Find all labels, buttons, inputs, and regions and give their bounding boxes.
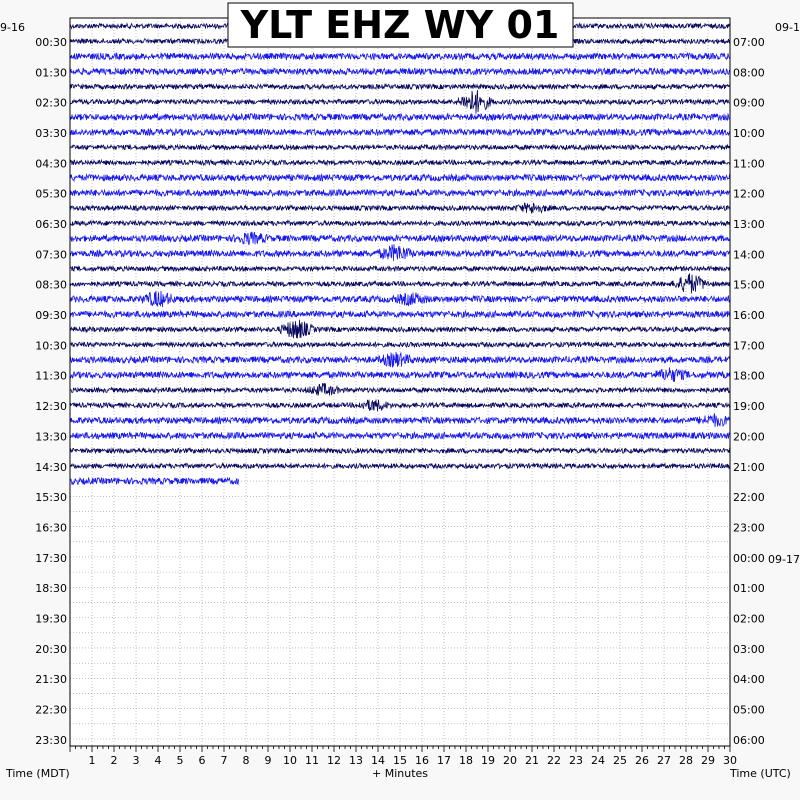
left-hour-label: 02:30 — [35, 96, 67, 110]
right-hour-label: 21:00 — [733, 460, 765, 474]
right-hour-label: 00:00 — [733, 551, 765, 565]
left-hour-label: 10:30 — [35, 339, 67, 353]
left-hour-label: 01:30 — [35, 66, 67, 80]
right-hour-label: 20:00 — [733, 430, 765, 444]
x-tick-label: 23 — [569, 754, 583, 767]
x-tick-label: 24 — [591, 754, 605, 767]
y-axis-label-right: Time (UTC) — [730, 767, 791, 780]
left-hour-label: 18:30 — [35, 582, 67, 596]
left-hour-label: 20:30 — [35, 642, 67, 656]
left-hour-label: 00:30 — [35, 36, 67, 49]
x-axis-label: + Minutes — [372, 767, 429, 780]
left-hour-label: 23:30 — [35, 733, 67, 747]
x-tick-label: 1 — [88, 754, 96, 767]
left-hour-label: 09:30 — [35, 309, 67, 323]
left-hour-label: 16:30 — [35, 521, 67, 535]
x-tick-label: 28 — [679, 754, 693, 767]
x-tick-labels — [89, 754, 738, 767]
right-hour-label: 07:00 — [733, 36, 765, 49]
x-tick-label: 18 — [459, 754, 473, 767]
x-tick-label: 25 — [613, 754, 627, 767]
right-hour-label: 15:00 — [733, 278, 765, 292]
x-tick-label: 6 — [198, 754, 206, 767]
date-mid-right-label: 09-17 — [768, 553, 800, 566]
right-hour-label: 18:00 — [733, 369, 765, 383]
left-hour-label: 08:30 — [35, 278, 67, 292]
left-hour-label: 07:30 — [35, 248, 67, 262]
right-hour-label: 05:00 — [733, 703, 765, 717]
x-tick-label: 29 — [701, 754, 715, 767]
x-tick-label: 13 — [349, 754, 363, 767]
right-hour-label: 22:00 — [733, 491, 765, 505]
x-tick-label: 2 — [110, 754, 118, 767]
left-hour-label: 14:30 — [35, 460, 67, 474]
left-hour-label: 03:30 — [35, 127, 67, 141]
right-hour-label: 12:00 — [733, 187, 765, 201]
x-tick-label: 11 — [305, 754, 319, 767]
right-hour-label: 01:00 — [733, 582, 765, 596]
date-right-label: 09-1 — [775, 21, 800, 34]
x-tick-label: 8 — [242, 754, 250, 767]
x-tick-label: 17 — [437, 754, 451, 767]
left-hour-label: 22:30 — [35, 703, 67, 717]
right-hour-labels — [733, 36, 765, 747]
x-tick-label: 12 — [327, 754, 341, 767]
right-hour-label: 09:00 — [733, 96, 765, 110]
right-hour-label: 10:00 — [733, 127, 765, 141]
x-tick-label: 9 — [264, 754, 272, 767]
x-tick-label: 27 — [657, 754, 671, 767]
right-hour-label: 19:00 — [733, 400, 765, 414]
x-tick-label: 14 — [371, 754, 385, 767]
left-hour-label: 13:30 — [35, 430, 67, 444]
left-hour-labels — [35, 36, 67, 747]
left-hour-label: 15:30 — [35, 491, 67, 505]
x-tick-label: 3 — [132, 754, 140, 767]
left-hour-label: 19:30 — [35, 612, 67, 626]
left-hour-label: 17:30 — [35, 551, 67, 565]
right-hour-label: 06:00 — [733, 733, 765, 747]
x-tick-label: 21 — [525, 754, 539, 767]
x-tick-label: 22 — [547, 754, 561, 767]
x-tick-label: 19 — [481, 754, 495, 767]
x-tick-label: 16 — [415, 754, 429, 767]
right-hour-label: 16:00 — [733, 309, 765, 323]
right-hour-label: 04:00 — [733, 673, 765, 687]
x-axis-ticks — [70, 746, 730, 752]
x-tick-label: 7 — [220, 754, 228, 767]
left-hour-label: 21:30 — [35, 673, 67, 687]
right-hour-label: 14:00 — [733, 248, 765, 262]
right-hour-label: 17:00 — [733, 339, 765, 353]
left-hour-label: 06:30 — [35, 218, 67, 232]
right-hour-label: 03:00 — [733, 642, 765, 656]
x-tick-label: 15 — [393, 754, 407, 767]
x-tick-label: 10 — [283, 754, 297, 767]
x-tick-label: 20 — [503, 754, 517, 767]
left-hour-label: 12:30 — [35, 400, 67, 414]
right-hour-label: 13:00 — [733, 218, 765, 232]
left-hour-label: 11:30 — [35, 369, 67, 383]
date-left-label: 9-16 — [0, 21, 25, 34]
y-axis-label-left: Time (MDT) — [6, 767, 70, 780]
left-hour-label: 05:30 — [35, 187, 67, 201]
right-hour-label: 08:00 — [733, 66, 765, 80]
chart-title: YLT EHZ WY 01 — [240, 3, 560, 47]
left-hour-label: 04:30 — [35, 157, 67, 171]
right-hour-label: 23:00 — [733, 521, 765, 535]
right-hour-label: 11:00 — [733, 157, 765, 171]
x-tick-label: 4 — [154, 754, 162, 767]
x-tick-label: 26 — [635, 754, 649, 767]
x-tick-label: 5 — [176, 754, 184, 767]
right-hour-label: 02:00 — [733, 612, 765, 626]
x-tick-label: 30 — [723, 754, 737, 767]
